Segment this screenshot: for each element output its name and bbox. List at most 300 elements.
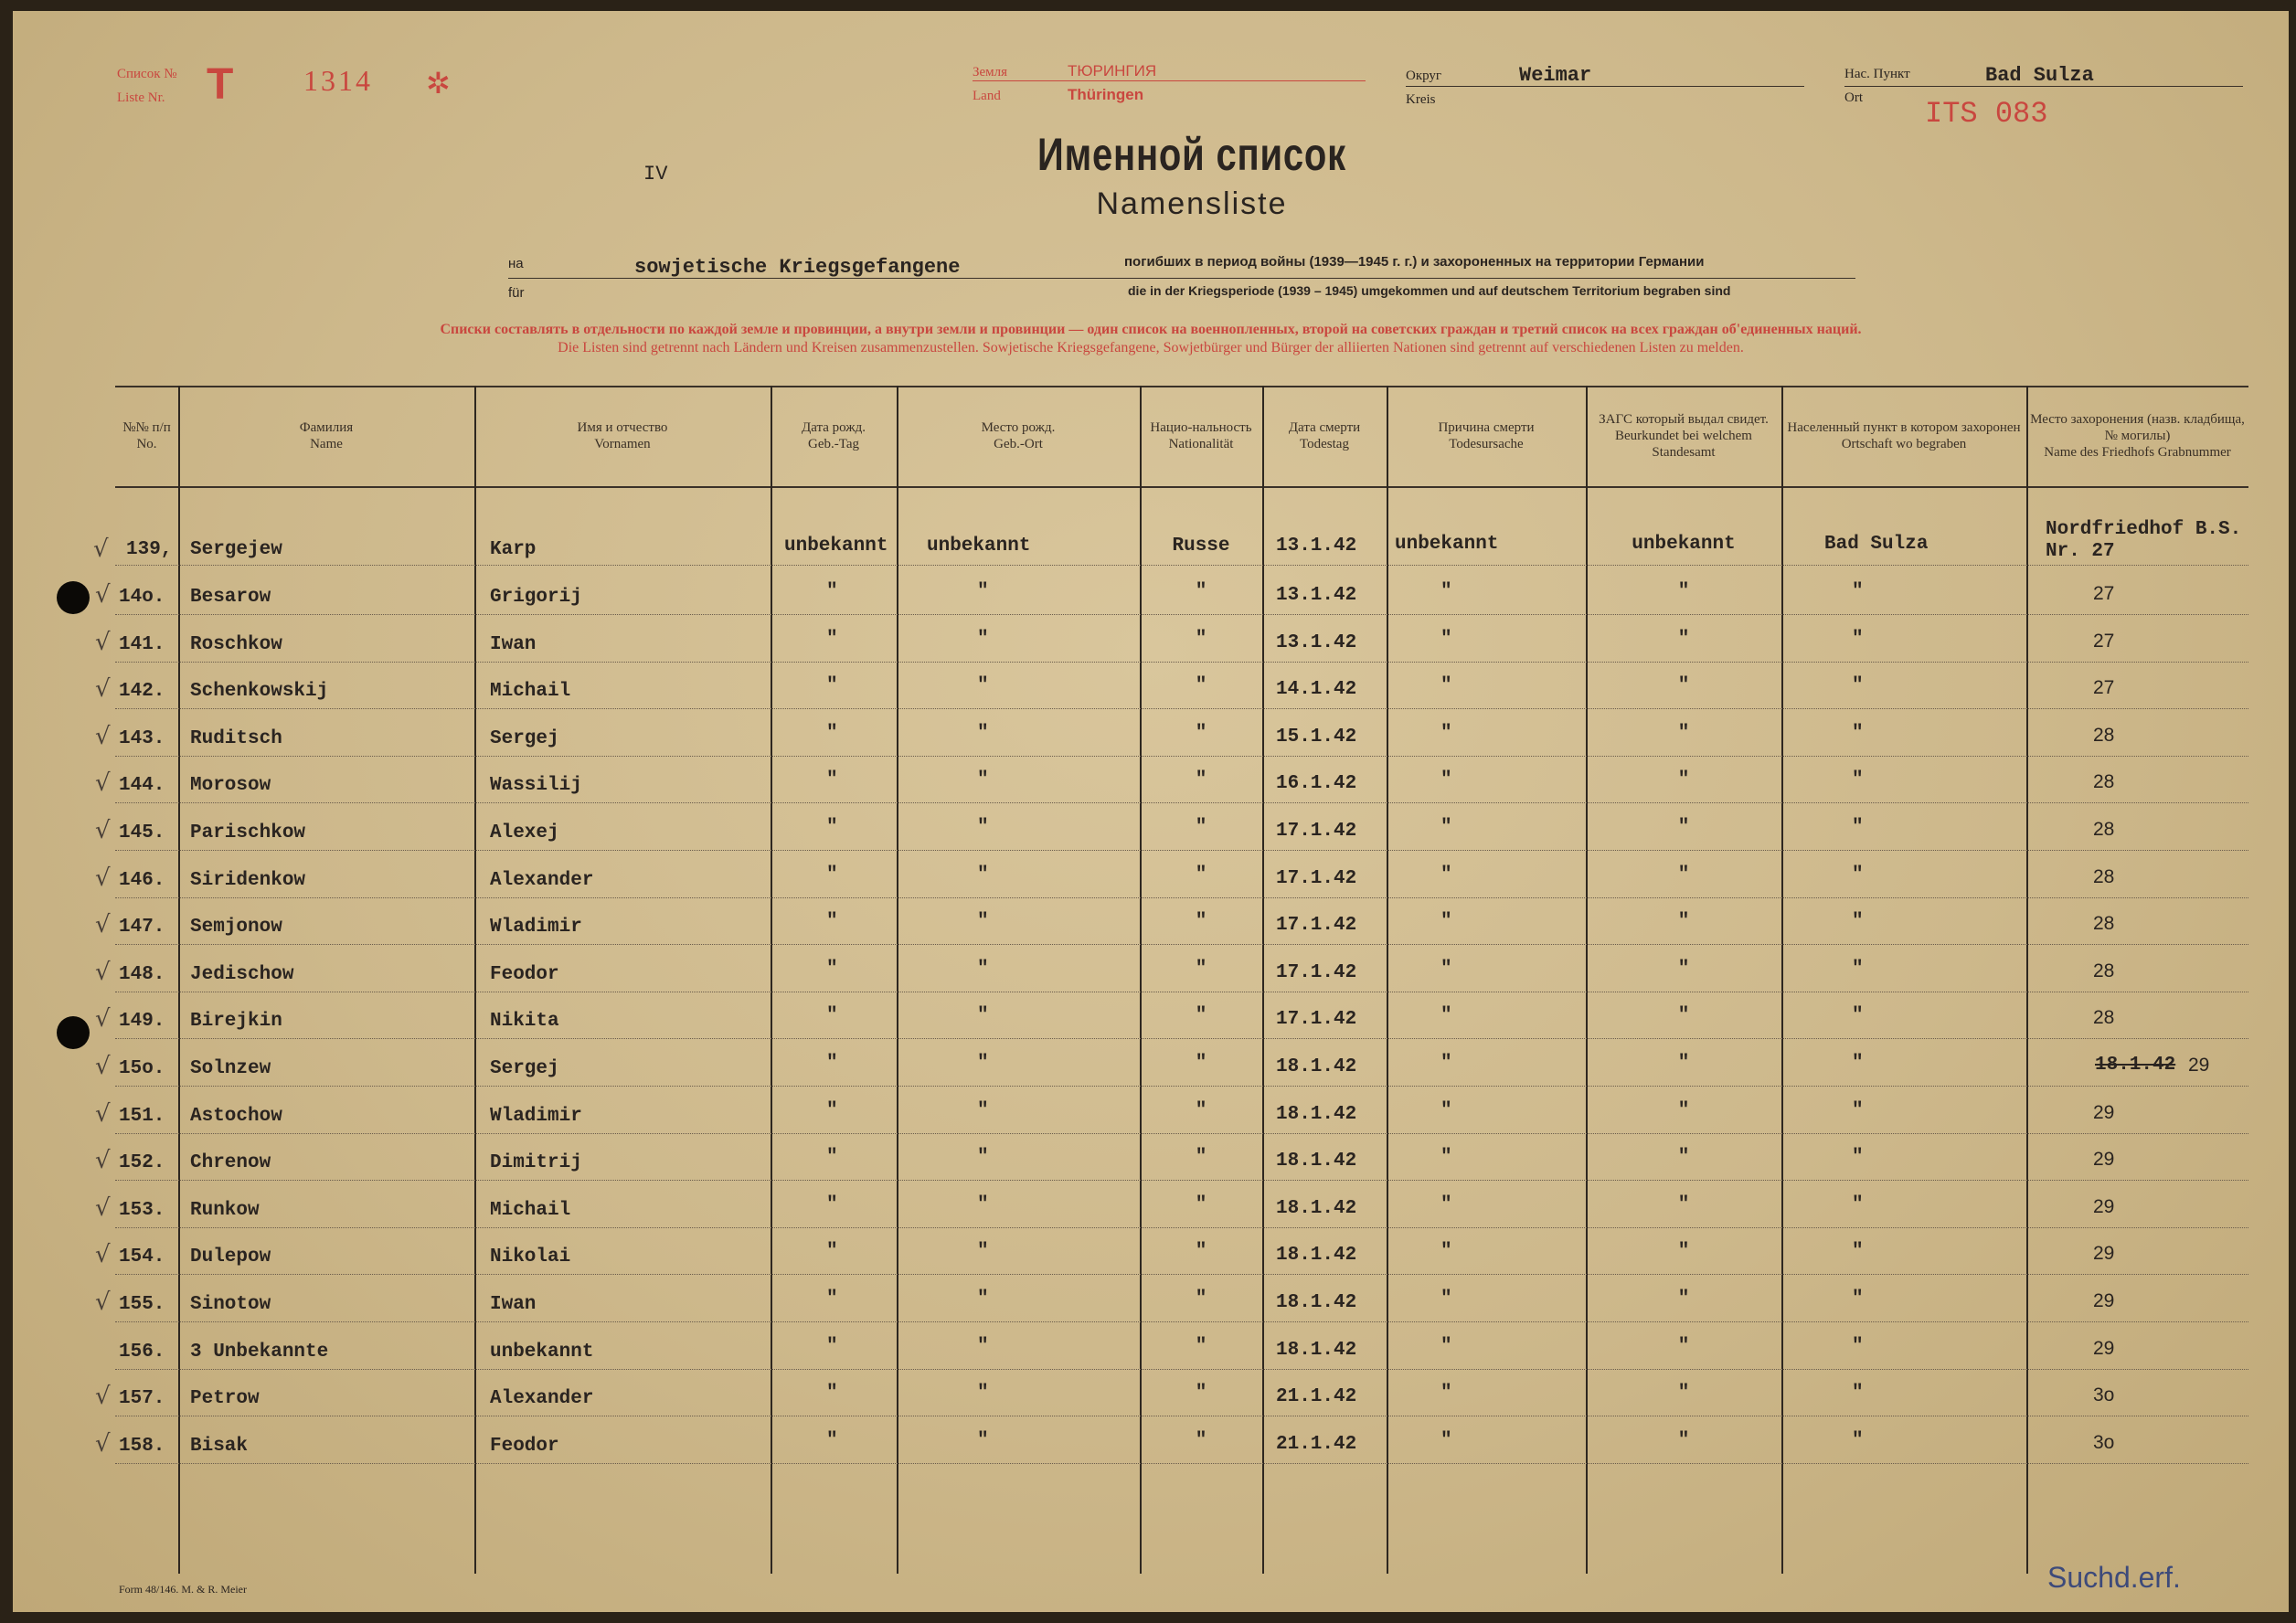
punch-hole [57, 1016, 90, 1049]
row-name: 3 Unbekannte [190, 1341, 329, 1363]
row-ortschaft-ditto: " [1852, 864, 1864, 886]
row-nationalitaet-ditto: " [1195, 911, 1207, 933]
row-todestag: 14.1.42 [1276, 679, 1357, 701]
row-geb-ort: unbekannt [927, 536, 1031, 557]
row-ortschaft-ditto: " [1852, 769, 1864, 791]
row-ortschaft-ditto: " [1852, 1429, 1864, 1451]
row-todesursache: unbekannt [1395, 534, 1499, 555]
check-mark-icon: √ [95, 1241, 111, 1269]
row-vorname: Sergej [490, 727, 559, 749]
row-vorname: Alexej [490, 822, 559, 843]
row-nationalitaet-ditto: " [1195, 1335, 1207, 1357]
row-grave-number: 3o [2093, 1384, 2115, 1406]
row-nationalitaet-ditto: " [1195, 817, 1207, 838]
row-number: 151. [119, 1105, 165, 1127]
row-grave-number: 27 [2093, 677, 2115, 699]
row-divider [115, 1227, 2248, 1228]
kreis-label-ru: Округ [1406, 69, 1442, 83]
instruction-ru: Списки составлять в отдельности по каждой земле и провинции, а внутри земли и провинции — один список на военнопленных, второй на советских граждан и третий список на всех граждан об'единенных наций. [440, 322, 1862, 337]
row-geb-ort-ditto: " [977, 628, 989, 650]
row-number: 139, [126, 539, 173, 560]
row-nationalitaet-ditto: " [1195, 1053, 1207, 1074]
row-todestag: 18.1.42 [1276, 1103, 1357, 1125]
row-standesamt-ditto: " [1677, 675, 1690, 697]
col-header-standesamt: ЗАГС который выдал свидет. Beurkundet bei welchem Standesamt [1599, 412, 1769, 460]
row-grave-number: Nr. 27 [2046, 541, 2115, 562]
row-ortschaft-ditto: " [1852, 1099, 1864, 1121]
suchd-stamp: Suchd.erf. [2047, 1561, 2181, 1594]
row-vorname: Alexander [490, 1388, 594, 1410]
row-name: Besarow [190, 587, 271, 608]
row-ortschaft: Bad Sulza [1824, 534, 1929, 555]
kreis-value: Weimar [1519, 64, 1592, 87]
row-number: 154. [119, 1246, 165, 1268]
row-geb-tag-ditto: " [826, 769, 838, 791]
row-nationalitaet-ditto: " [1195, 864, 1207, 886]
row-todesursache-ditto: " [1440, 817, 1452, 838]
row-number: 143. [119, 727, 165, 749]
row-standesamt-ditto: " [1677, 1289, 1690, 1310]
row-vorname: Grigorij [490, 587, 582, 608]
row-geb-tag-ditto: " [826, 1099, 838, 1121]
row-standesamt-ditto: " [1677, 1005, 1690, 1027]
row-geb-ort-ditto: " [977, 864, 989, 886]
row-divider [115, 614, 2248, 615]
row-name: Runkow [190, 1199, 260, 1221]
row-todesursache-ditto: " [1440, 1147, 1452, 1169]
row-geb-tag-ditto: " [826, 1289, 838, 1310]
check-mark-icon: √ [95, 769, 111, 798]
row-name: Astochow [190, 1105, 282, 1127]
row-geb-ort-ditto: " [977, 1383, 989, 1405]
row-number: 158. [119, 1435, 165, 1457]
row-divider [115, 802, 2248, 803]
row-vorname: Sergej [490, 1058, 559, 1079]
row-vorname: Feodor [490, 1435, 559, 1457]
list-letter: T [207, 60, 234, 109]
row-geb-ort-ditto: " [977, 581, 989, 602]
check-mark-icon: √ [95, 675, 111, 704]
row-geb-ort-ditto: " [977, 1241, 989, 1263]
col-header-vornamen: Имя и отчество Vornamen [577, 420, 668, 451]
row-name: Semjonow [190, 917, 282, 939]
form-number: Form 48/146. M. & R. Meier [119, 1583, 247, 1596]
ort-label-de: Ort [1844, 90, 1863, 105]
row-grave-number: 28 [2093, 819, 2115, 840]
row-vorname: Alexander [490, 869, 594, 891]
row-nationalitaet-ditto: " [1195, 1383, 1207, 1405]
row-name: Jedischow [190, 963, 294, 985]
row-divider [115, 1086, 2248, 1087]
row-ortschaft-ditto: " [1852, 581, 1864, 602]
col-header-ortschaft: Населенный пункт в котором захоронен Ortschaft wo begraben [1787, 420, 2021, 451]
row-ortschaft-ditto: " [1852, 1241, 1864, 1263]
row-geb-tag: unbekannt [784, 536, 888, 557]
row-geb-tag-ditto: " [826, 1383, 838, 1405]
row-number: 145. [119, 822, 165, 843]
row-number: 141. [119, 633, 165, 655]
col-header-name: Фамилия Name [299, 420, 354, 451]
row-number: 148. [119, 963, 165, 985]
row-geb-ort-ditto: " [977, 1147, 989, 1169]
check-mark-icon: √ [95, 1289, 111, 1316]
col-header-no: №№ п/п No. [122, 420, 171, 451]
kreis-label-de: Kreis [1406, 92, 1436, 107]
row-divider [115, 897, 2248, 898]
row-grave-number: 29 [2093, 1195, 2115, 1217]
row-geb-ort-ditto: " [977, 1099, 989, 1121]
instruction-de: Die Listen sind getrennt nach Ländern und Kreisen zusammenzustellen. Sowjetische Kriegsgefangene, Sowjetbürger und Bürger der alliierten Nationen sind getrennt auf verschiedenen Listen zu melden. [558, 340, 1744, 355]
row-todestag: 18.1.42 [1276, 1245, 1357, 1267]
row-vorname: Michail [490, 1199, 571, 1221]
row-number: 142. [119, 681, 165, 703]
row-todestag: 13.1.42 [1276, 631, 1357, 653]
row-number: 146. [119, 869, 165, 891]
row-number: 155. [119, 1294, 165, 1315]
row-ortschaft-ditto: " [1852, 1053, 1864, 1074]
row-geb-ort-ditto: " [977, 911, 989, 933]
row-geb-ort-ditto: " [977, 1429, 989, 1451]
row-geb-tag-ditto: " [826, 1053, 838, 1074]
row-geb-tag-ditto: " [826, 1147, 838, 1169]
check-mark-icon: √ [95, 1193, 111, 1222]
row-nationalitaet-ditto: " [1195, 769, 1207, 791]
row-ortschaft-ditto: " [1852, 958, 1864, 980]
row-grave-number: 28 [2093, 771, 2115, 793]
row-grave-number: 27 [2093, 630, 2115, 652]
row-grave-number: 3o [2093, 1431, 2115, 1453]
row-todesursache-ditto: " [1440, 628, 1452, 650]
row-grave-number: 29 [2093, 1290, 2115, 1311]
row-todestag: 16.1.42 [1276, 773, 1357, 795]
row-todestag: 18.1.42 [1276, 1339, 1357, 1361]
row-vorname: Karp [490, 539, 537, 560]
row-ortschaft-ditto: " [1852, 1289, 1864, 1310]
category-desc-de: die in der Kriegsperiode (1939 – 1945) umgekommen und auf deutschem Territorium begraben sind [1128, 283, 1731, 298]
row-divider [115, 850, 2248, 851]
land-label-ru: Земля [973, 65, 1008, 80]
row-geb-ort-ditto: " [977, 675, 989, 697]
row-grave-number: 28 [2093, 1007, 2115, 1029]
row-number: 152. [119, 1152, 165, 1174]
row-todestag: 18.1.42 [1276, 1056, 1357, 1077]
row-vorname: Iwan [490, 633, 537, 655]
row-geb-tag-ditto: " [826, 628, 838, 650]
roman-numeral: IV [643, 163, 668, 186]
row-standesamt-ditto: " [1677, 1335, 1690, 1357]
row-number: 149. [119, 1011, 165, 1033]
check-mark-icon: √ [95, 1005, 111, 1034]
row-standesamt-ditto: " [1677, 911, 1690, 933]
row-todesursache-ditto: " [1440, 1099, 1452, 1121]
check-mark-icon: √ [95, 911, 111, 939]
check-mark-icon: √ [95, 1053, 111, 1080]
row-todestag: 18.1.42 [1276, 1197, 1357, 1219]
check-mark-icon: √ [95, 628, 111, 656]
row-todestag: 13.1.42 [1276, 585, 1357, 606]
check-mark-icon: √ [95, 1383, 111, 1411]
row-todesursache-ditto: " [1440, 1005, 1452, 1027]
land-value-ru: ТЮРИНГИЯ [1068, 62, 1157, 80]
row-nationalitaet-ditto: " [1195, 628, 1207, 650]
row-divider [115, 1038, 2248, 1039]
row-standesamt-ditto: " [1677, 769, 1690, 791]
row-geb-tag-ditto: " [826, 1193, 838, 1215]
for-label-de: für [508, 285, 525, 301]
row-geb-ort-ditto: " [977, 817, 989, 838]
row-nationalitaet-ditto: " [1195, 1099, 1207, 1121]
check-mark-icon: √ [95, 1429, 111, 1458]
row-todestag: 15.1.42 [1276, 726, 1357, 748]
row-name: Schenkowskij [190, 681, 329, 703]
row-ortschaft-ditto: " [1852, 1193, 1864, 1215]
row-geb-ort-ditto: " [977, 958, 989, 980]
row-todesursache-ditto: " [1440, 581, 1452, 602]
row-todesursache-ditto: " [1440, 864, 1452, 886]
row-todesursache-ditto: " [1440, 1289, 1452, 1310]
row-ortschaft-ditto: " [1852, 1005, 1864, 1027]
list-no-label-de: Liste Nr. [117, 90, 165, 105]
row-name: Sinotow [190, 1294, 271, 1315]
row-name: Roschkow [190, 633, 282, 655]
row-number: 14o. [119, 587, 165, 608]
row-vorname: Wladimir [490, 917, 582, 939]
row-vorname: Iwan [490, 1294, 537, 1315]
row-vorname: Wassilij [490, 775, 582, 797]
for-label-ru: на [508, 256, 524, 271]
row-geb-ort-ditto: " [977, 722, 989, 744]
row-nationalitaet-ditto: " [1195, 1289, 1207, 1310]
row-vorname: Feodor [490, 963, 559, 985]
row-name: Bisak [190, 1435, 249, 1457]
row-standesamt-ditto: " [1677, 864, 1690, 886]
row-geb-tag-ditto: " [826, 1005, 838, 1027]
row-standesamt: unbekannt [1632, 534, 1736, 555]
row-ortschaft-ditto: " [1852, 1335, 1864, 1357]
col-header-todesursache: Причина смерти Todesursache [1438, 420, 1535, 451]
row-vorname: Michail [490, 681, 571, 703]
check-mark-icon: √ [95, 864, 111, 892]
row-nationalitaet-ditto: " [1195, 581, 1207, 602]
row-vorname: Wladimir [490, 1105, 582, 1127]
row-todestag: 17.1.42 [1276, 915, 1357, 937]
row-geb-tag-ditto: " [826, 722, 838, 744]
row-todestag: 18.1.42 [1276, 1151, 1357, 1172]
row-nationalitaet-ditto: " [1195, 1429, 1207, 1451]
row-grave-number: 29 [2188, 1055, 2210, 1076]
row-todesursache-ditto: " [1440, 1383, 1452, 1405]
row-name: Morosow [190, 775, 271, 797]
row-number: 153. [119, 1199, 165, 1221]
row-vorname: unbekannt [490, 1341, 594, 1363]
row-nationalitaet-ditto: " [1195, 958, 1207, 980]
row-geb-ort-ditto: " [977, 1193, 989, 1215]
row-todestag: 18.1.42 [1276, 1292, 1357, 1313]
row-divider [115, 565, 2248, 566]
row-grave-number: 27 [2093, 583, 2115, 604]
row-grave-number: 28 [2093, 724, 2115, 746]
row-ortschaft-ditto: " [1852, 675, 1864, 697]
row-geb-tag-ditto: " [826, 817, 838, 838]
row-name: Solnzew [190, 1058, 271, 1079]
row-name: Dulepow [190, 1246, 271, 1268]
row-standesamt-ditto: " [1677, 722, 1690, 744]
row-struck-value: 18.1.42 [2095, 1055, 2176, 1076]
row-geb-ort-ditto: " [977, 1053, 989, 1074]
row-divider [115, 1180, 2248, 1181]
row-geb-ort-ditto: " [977, 1005, 989, 1027]
row-number: 15o. [119, 1058, 165, 1079]
row-geb-ort-ditto: " [977, 769, 989, 791]
row-number: 147. [119, 917, 165, 939]
row-ortschaft-ditto: " [1852, 911, 1864, 933]
row-divider [115, 1133, 2248, 1134]
row-divider [115, 1274, 2248, 1275]
row-geb-tag-ditto: " [826, 864, 838, 886]
check-mark-icon: √ [95, 958, 111, 986]
row-geb-tag-ditto: " [826, 1429, 838, 1451]
title-de: Namensliste [1096, 186, 1288, 221]
row-standesamt-ditto: " [1677, 628, 1690, 650]
row-standesamt-ditto: " [1677, 1147, 1690, 1169]
land-label-de: Land [973, 89, 1001, 103]
row-nationalitaet-ditto: " [1195, 1147, 1207, 1169]
row-standesamt-ditto: " [1677, 817, 1690, 838]
row-todestag: 21.1.42 [1276, 1433, 1357, 1455]
row-divider [115, 1463, 2248, 1464]
row-todesursache-ditto: " [1440, 1429, 1452, 1451]
row-grave-number: 28 [2093, 865, 2115, 887]
row-standesamt-ditto: " [1677, 1193, 1690, 1215]
row-todestag: 17.1.42 [1276, 961, 1357, 983]
row-grave-number: 29 [2093, 1101, 2115, 1123]
row-divider [115, 756, 2248, 757]
row-todesursache-ditto: " [1440, 1053, 1452, 1074]
row-geb-tag-ditto: " [826, 675, 838, 697]
row-name: Petrow [190, 1388, 260, 1410]
row-todesursache-ditto: " [1440, 1241, 1452, 1263]
col-header-todestag: Дата смерти Todestag [1288, 420, 1361, 451]
row-name: Ruditsch [190, 727, 282, 749]
its-stamp: ITS 083 [1925, 97, 2048, 131]
row-todesursache-ditto: " [1440, 958, 1452, 980]
row-ortschaft-ditto: " [1852, 817, 1864, 838]
row-nationalitaet-ditto: " [1195, 1193, 1207, 1215]
row-number: 144. [119, 775, 165, 797]
row-name: Sergejew [190, 539, 282, 560]
row-geb-ort-ditto: " [977, 1335, 989, 1357]
row-grave-number: 29 [2093, 1243, 2115, 1265]
row-grave-number: 29 [2093, 1149, 2115, 1171]
row-vorname: Nikita [490, 1011, 559, 1033]
row-divider [115, 1321, 2248, 1322]
row-geb-tag-ditto: " [826, 1241, 838, 1263]
row-name: Birejkin [190, 1011, 282, 1033]
title-ru: Именной список [1037, 129, 1346, 180]
row-number: 157. [119, 1388, 165, 1410]
row-divider [115, 1369, 2248, 1370]
category-desc-ru: погибших в период войны (1939—1945 г. г.) и захороненных на территории Германии [1124, 254, 1705, 270]
row-grave-number: 29 [2093, 1337, 2115, 1359]
row-divider [115, 944, 2248, 945]
check-mark-icon: √ [93, 536, 109, 563]
row-standesamt-ditto: " [1677, 581, 1690, 602]
row-vorname: Dimitrij [490, 1152, 582, 1174]
row-todesursache-ditto: " [1440, 911, 1452, 933]
check-mark-icon: √ [95, 817, 111, 844]
row-standesamt-ditto: " [1677, 1241, 1690, 1263]
row-geb-tag-ditto: " [826, 581, 838, 602]
row-todesursache-ditto: " [1440, 675, 1452, 697]
row-nationalitaet-ditto: " [1195, 1241, 1207, 1263]
row-vorname: Nikolai [490, 1246, 571, 1268]
row-geb-ort-ditto: " [977, 1289, 989, 1310]
row-name: Chrenow [190, 1152, 271, 1174]
row-geb-tag-ditto: " [826, 911, 838, 933]
row-grave-number: 28 [2093, 960, 2115, 981]
row-nationalitaet-ditto: " [1195, 722, 1207, 744]
list-number: 1314 [303, 64, 373, 97]
row-name: Siridenkow [190, 869, 306, 891]
check-mark-icon: √ [95, 1099, 111, 1128]
row-standesamt-ditto: " [1677, 1429, 1690, 1451]
names-table [93, 386, 2248, 1574]
row-name: Parischkow [190, 822, 306, 843]
row-nationalitaet: Russe [1172, 536, 1230, 557]
check-mark-icon: √ [95, 1147, 111, 1175]
check-mark-icon: √ [95, 581, 111, 609]
col-header-nationalitaet: Нацио-нальность Nationalität [1150, 420, 1252, 451]
row-divider [115, 708, 2248, 709]
row-standesamt-ditto: " [1677, 958, 1690, 980]
row-todestag: 17.1.42 [1276, 867, 1357, 889]
row-geb-tag-ditto: " [826, 1335, 838, 1357]
land-value-de: Thüringen [1068, 86, 1144, 103]
ort-label-ru: Нас. Пункт [1844, 67, 1910, 81]
row-todesursache-ditto: " [1440, 722, 1452, 744]
row-todesursache-ditto: " [1440, 1193, 1452, 1215]
ort-value: Bad Sulza [1985, 64, 2094, 87]
col-header-friedhof: Место захоронения (назв. кладбища, № могилы) Name des Friedhofs Grabnummer [2030, 412, 2245, 460]
punch-hole [57, 581, 90, 614]
row-ortschaft-ditto: " [1852, 722, 1864, 744]
row-grave-number: 28 [2093, 913, 2115, 935]
category-value: sowjetische Kriegsgefangene [634, 256, 961, 279]
row-standesamt-ditto: " [1677, 1099, 1690, 1121]
row-geb-tag-ditto: " [826, 958, 838, 980]
row-todesursache-ditto: " [1440, 769, 1452, 791]
row-ortschaft-ditto: " [1852, 1147, 1864, 1169]
document-sheet [13, 11, 2289, 1612]
row-standesamt-ditto: " [1677, 1053, 1690, 1074]
row-number: 156. [119, 1341, 165, 1363]
row-todesursache-ditto: " [1440, 1335, 1452, 1357]
row-ortschaft-ditto: " [1852, 628, 1864, 650]
row-standesamt-ditto: " [1677, 1383, 1690, 1405]
row-todestag: 17.1.42 [1276, 1009, 1357, 1031]
row-todestag: 17.1.42 [1276, 821, 1357, 842]
col-header-geb-tag: Дата рожд. Geb.-Tag [801, 420, 866, 451]
row-nationalitaet-ditto: " [1195, 1005, 1207, 1027]
row-todestag: 21.1.42 [1276, 1386, 1357, 1408]
row-nationalitaet-ditto: " [1195, 675, 1207, 697]
check-mark-icon: √ [95, 722, 111, 750]
row-friedhof: Nordfriedhof B.S. [2046, 519, 2242, 540]
asterisk-stamp-icon: ✲ [426, 67, 451, 100]
row-divider [115, 662, 2248, 663]
list-no-label-ru: Список № [117, 67, 177, 81]
col-header-geb-ort: Место рожд. Geb.-Ort [981, 420, 1056, 451]
